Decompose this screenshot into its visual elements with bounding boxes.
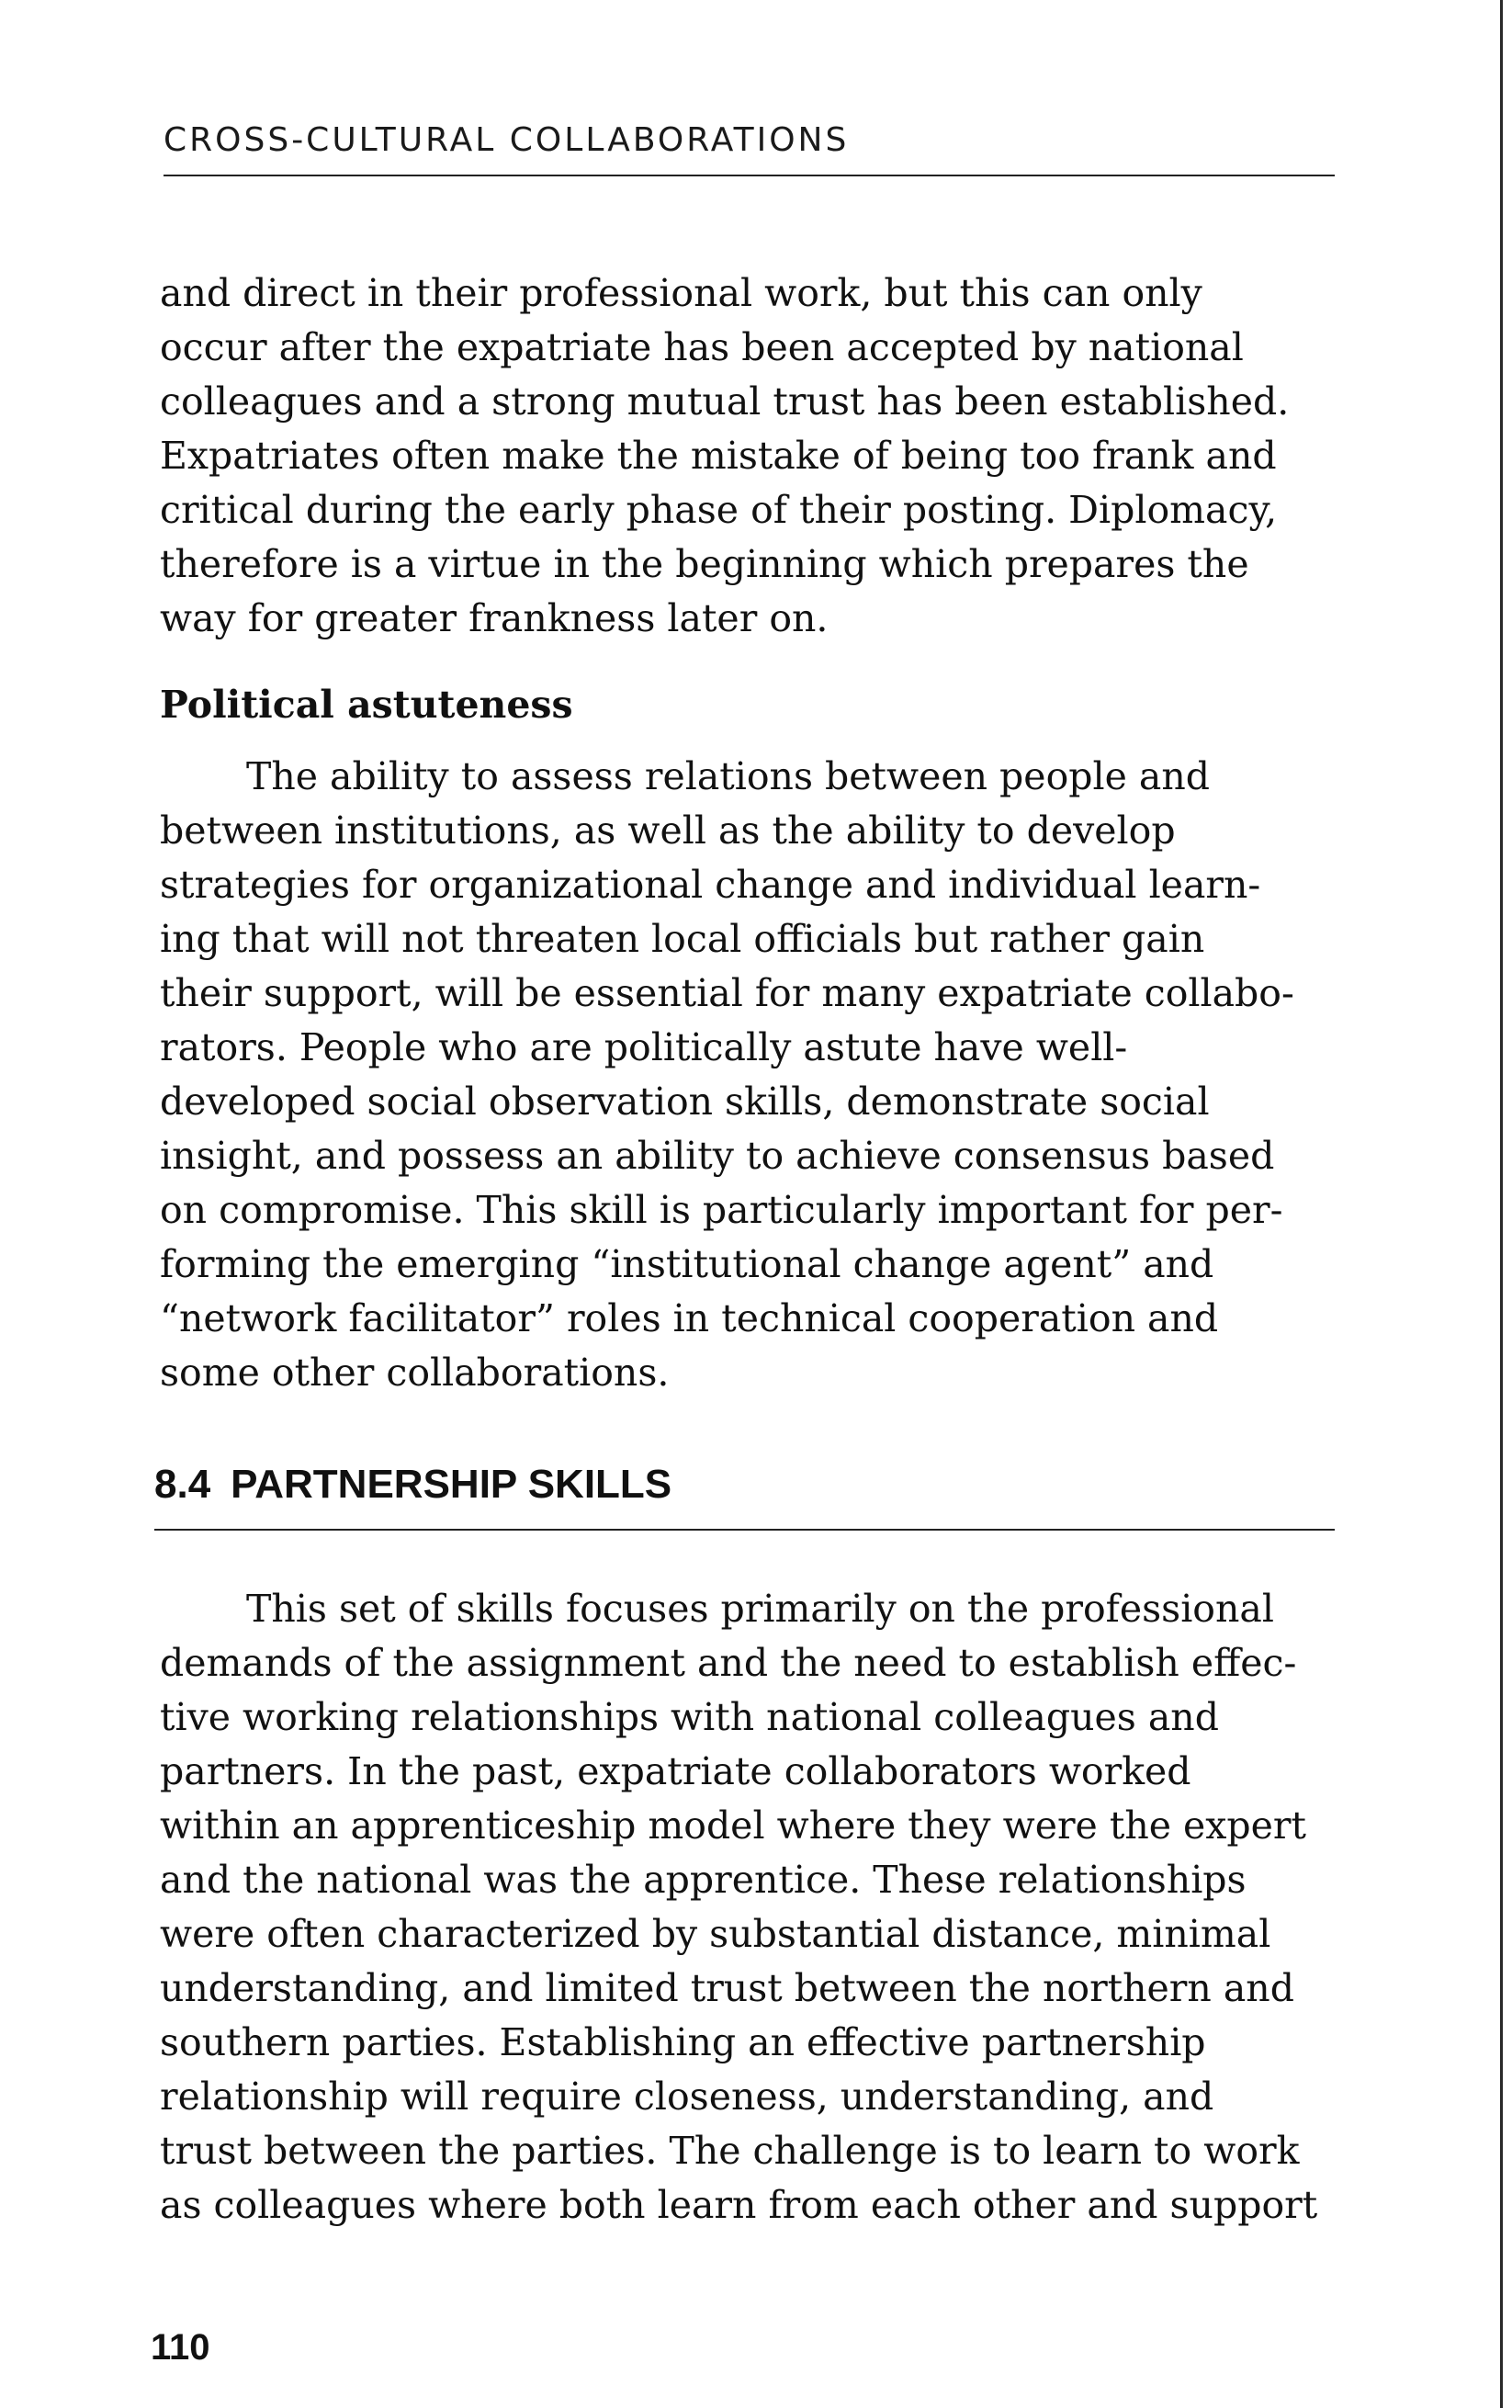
- text-line: occur after the expatriate has been accepted by national: [160, 325, 1244, 369]
- text-line: their support, will be essential for many expatriate collabo-: [160, 971, 1294, 1015]
- text-line: and the national was the apprentice. These relationships: [160, 1858, 1247, 1902]
- text-line: way for greater frankness later on.: [160, 596, 829, 640]
- paragraph-political-astuteness: [160, 750, 1345, 1400]
- text-line: demands of the assignment and the need to establish effec-: [160, 1641, 1297, 1685]
- text-line: therefore is a virtue in the beginning which prepares the: [160, 542, 1249, 586]
- paragraph-diplomacy: [160, 266, 1345, 646]
- text-line: trust between the parties. The challenge is to learn to work: [160, 2129, 1300, 2173]
- text-line: tive working relationships with national colleagues and: [160, 1695, 1219, 1739]
- text-line: relationship will require closeness, understanding, and: [160, 2074, 1214, 2119]
- section-heading: [154, 1457, 1335, 1531]
- text-line: critical during the early phase of their posting. Diplomacy,: [160, 488, 1278, 532]
- text-line: and direct in their professional work, but this can only: [160, 271, 1202, 315]
- text-line: insight, and possess an ability to achieve consensus based: [160, 1134, 1275, 1178]
- text-line: rators. People who are politically astute have well-: [160, 1025, 1128, 1069]
- text-line: forming the emerging “institutional change agent” and: [160, 1242, 1214, 1286]
- text-line: partners. In the past, expatriate collaborators worked: [160, 1749, 1191, 1793]
- text-line: Expatriates often make the mistake of being too frank and: [160, 434, 1277, 478]
- text-line: between institutions, as well as the ability to develop: [160, 808, 1176, 853]
- text-line: some other collaborations.: [160, 1351, 670, 1395]
- paragraph-partnership-skills: [160, 1582, 1345, 2233]
- text-line: The ability to assess relations between people and: [246, 754, 1211, 798]
- text-line: developed social observation skills, demonstrate social: [160, 1080, 1210, 1124]
- page-edge-shadow: [1500, 0, 1503, 2408]
- text-line: southern parties. Establishing an effective partnership: [160, 2020, 1206, 2064]
- running-head: CROSS-CULTURAL COLLABORATIONS: [164, 118, 1335, 176]
- text-line: were often characterized by substantial distance, minimal: [160, 1912, 1271, 1956]
- text-line: This set of skills focuses primarily on the professional: [246, 1587, 1274, 1631]
- text-line: “network facilitator” roles in technical cooperation and: [160, 1296, 1219, 1340]
- text-line: strategies for organizational change and individual learn-: [160, 863, 1261, 907]
- text-line: on compromise. This skill is particularly important for per-: [160, 1188, 1283, 1232]
- text-line: understanding, and limited trust between the northern and: [160, 1966, 1294, 2010]
- text-line: ing that will not threaten local officials but rather gain: [160, 917, 1205, 961]
- subheading-political-astuteness: Political astuteness: [160, 683, 573, 727]
- text-line: colleagues and a strong mutual trust has been established.: [160, 379, 1290, 424]
- text-line: within an apprenticeship model where they were the expert: [160, 1803, 1306, 1848]
- section-number: 8.4: [154, 1462, 211, 1507]
- text-line: as colleagues where both learn from each other and support: [160, 2183, 1318, 2227]
- section-title: PARTNERSHIP SKILLS: [231, 1462, 672, 1507]
- page-number: 110: [151, 2327, 210, 2368]
